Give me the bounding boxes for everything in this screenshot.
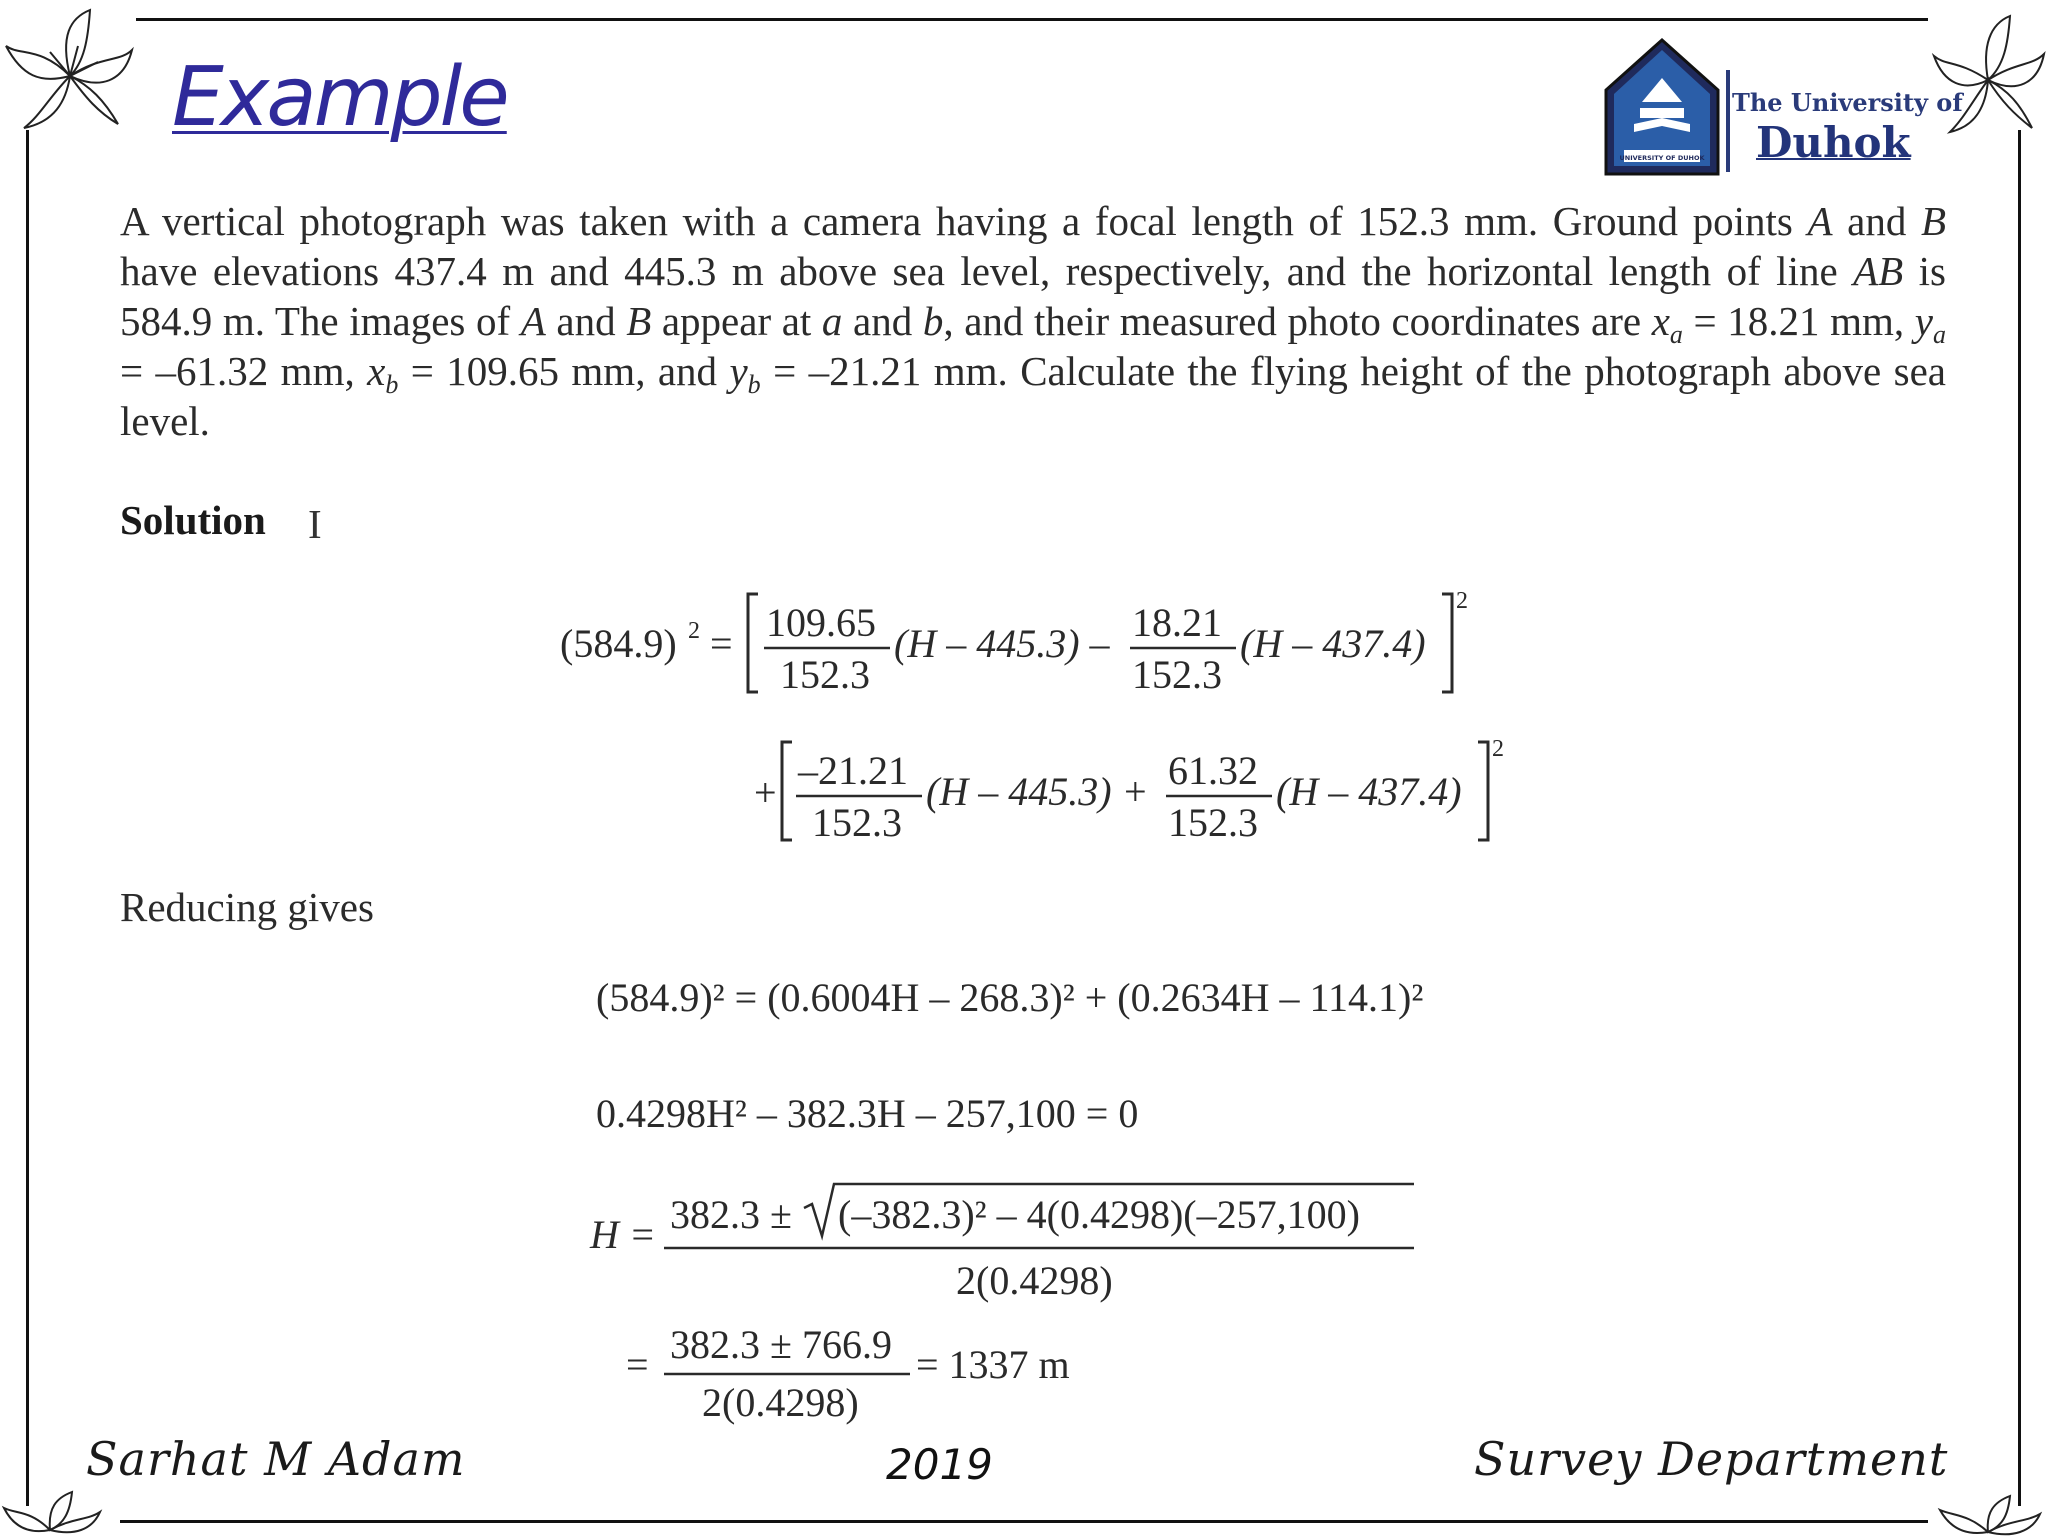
reducing-gives-text: Reducing gives — [120, 884, 374, 930]
university-logo-icon — [1604, 38, 1720, 178]
solution-label: Solution — [120, 497, 266, 543]
svg-text:109.65: 109.65 — [766, 600, 876, 645]
svg-text:UNIVERSITY OF DUHOK: UNIVERSITY OF DUHOK — [1619, 154, 1705, 162]
footer-author: Sarhat M Adam — [86, 1432, 466, 1486]
svg-text:(H – 445.3) –: (H – 445.3) – — [894, 621, 1110, 666]
logo-text-university: The University of — [1732, 88, 1963, 117]
top-border-line — [136, 18, 1928, 21]
svg-text:2: 2 — [688, 618, 700, 644]
lily-flower-icon-top-left — [0, 6, 140, 136]
svg-text:152.3: 152.3 — [1132, 652, 1222, 697]
svg-text:61.32: 61.32 — [1168, 748, 1258, 793]
footer-year: 2019 — [886, 1440, 993, 1489]
problem-statement: A vertical photograph was taken with a camera having a focal length of 152.3 mm. Ground points A and B have elevations 437.4 m and 445.3 m above sea level, respectively, and the horizontal length of line AB is 584.9 m. The images of A and B appear at a and b, and their measured photo coordinates are $x_a = 18.21$ mm, $y_a = -61.32$ mm, $x_b = 109.65$ mm, and $y_b = -21.21$ mm. Calculate the flying height of the photograph above sea level. — [120, 198, 1946, 444]
svg-text:= 1337 m: = 1337 m — [916, 1342, 1070, 1387]
svg-text:152.3: 152.3 — [1168, 800, 1258, 845]
svg-text:(H – 445.3) +: (H – 445.3) + — [926, 769, 1149, 814]
svg-text:(584.9): (584.9) — [560, 621, 677, 666]
svg-text:2(0.4298): 2(0.4298) — [702, 1380, 859, 1425]
svg-text:(–382.3)² – 4(0.4298)(–257,100: (–382.3)² – 4(0.4298)(–257,100) — [838, 1192, 1360, 1237]
svg-text:(H – 437.4): (H – 437.4) — [1276, 769, 1462, 814]
svg-text:(H – 437.4): (H – 437.4) — [1240, 621, 1426, 666]
logo-divider — [1726, 70, 1730, 172]
bottom-border-line — [120, 1520, 1928, 1523]
left-border-line — [26, 130, 29, 1506]
svg-text:152.3: 152.3 — [780, 652, 870, 697]
svg-text:2: 2 — [1492, 736, 1504, 762]
equation-1 — [540, 580, 1520, 860]
svg-text:18.21: 18.21 — [1132, 600, 1222, 645]
svg-text:–21.21: –21.21 — [798, 748, 908, 793]
svg-text:152.3: 152.3 — [812, 800, 902, 845]
svg-text:+: + — [754, 770, 777, 815]
equation-2: (584.9)² = (0.6004H – 268.3)² + (0.2634H – 114.1)² — [596, 975, 1424, 1020]
svg-text:2(0.4298): 2(0.4298) — [956, 1258, 1113, 1303]
svg-text:=: = — [626, 1342, 649, 1387]
lily-flower-icon-bottom-right — [1928, 1494, 2048, 1536]
equation-5 — [620, 1310, 1180, 1440]
logo-text-duhok: Duhok — [1756, 118, 1911, 167]
page-title: Example — [172, 50, 507, 145]
svg-text:H =: H = — [590, 1212, 656, 1257]
svg-text:382.3 ± 766.9: 382.3 ± 766.9 — [670, 1322, 892, 1367]
footer-department: Survey Department — [1474, 1432, 1949, 1486]
lily-flower-icon-top-right — [1928, 10, 2048, 140]
svg-text:=: = — [710, 621, 733, 666]
svg-text:382.3 ±: 382.3 ± — [670, 1192, 792, 1237]
lily-flower-icon-bottom-left — [0, 1490, 110, 1536]
svg-text:2: 2 — [1456, 588, 1468, 614]
equation-3: 0.4298H² – 382.3H – 257,100 = 0 — [596, 1091, 1139, 1136]
equation-4 — [584, 1176, 1424, 1306]
text-cursor-mark: I — [308, 501, 322, 547]
right-border-line — [2018, 130, 2021, 1506]
